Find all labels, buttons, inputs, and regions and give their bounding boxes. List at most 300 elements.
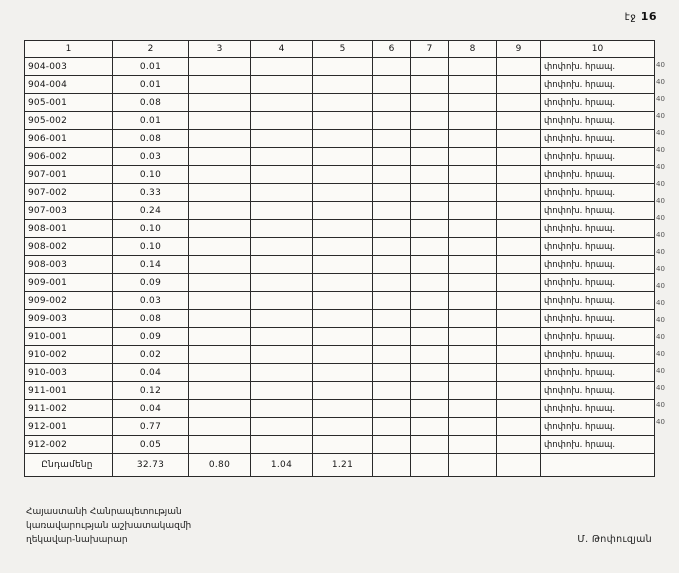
- data-table: [24, 40, 655, 477]
- row-col-9: [497, 130, 541, 148]
- row-col-9: [497, 166, 541, 184]
- margin-note: 40: [656, 282, 665, 290]
- row-note: փոփոխ. հրապ.: [541, 184, 655, 202]
- row-col-2: 0.01: [113, 58, 189, 76]
- row-col-8: [449, 58, 497, 76]
- row-col-3: [189, 418, 251, 436]
- row-col-8: [449, 256, 497, 274]
- row-col-2: 0.01: [113, 76, 189, 94]
- table-row: [25, 310, 655, 328]
- table-row: [25, 400, 655, 418]
- row-col-4: [251, 418, 313, 436]
- row-col-5: [313, 58, 373, 76]
- row-col-9: [497, 400, 541, 418]
- row-col-4: [251, 112, 313, 130]
- row-col-4: [251, 202, 313, 220]
- row-code: 907-002: [25, 184, 113, 202]
- table-row: [25, 292, 655, 310]
- margin-note: 40: [656, 95, 665, 103]
- row-col-8: [449, 112, 497, 130]
- row-note: փոփոխ. հրապ.: [541, 364, 655, 382]
- row-col-8: [449, 166, 497, 184]
- margin-note: 40: [656, 248, 665, 256]
- row-col-4: [251, 184, 313, 202]
- column-header-7: 7: [411, 41, 449, 58]
- margin-note: 40: [656, 418, 665, 426]
- row-code: 906-001: [25, 130, 113, 148]
- row-col-2: 0.10: [113, 220, 189, 238]
- table-row: [25, 346, 655, 364]
- margin-note: 40: [656, 112, 665, 120]
- row-col-3: [189, 382, 251, 400]
- column-header-3: 3: [189, 41, 251, 58]
- column-header-10: 10: [541, 41, 655, 58]
- table-row: [25, 418, 655, 436]
- row-col-9: [497, 364, 541, 382]
- row-col-4: [251, 310, 313, 328]
- column-header-4: 4: [251, 41, 313, 58]
- margin-note: 40: [656, 265, 665, 273]
- row-col-4: [251, 94, 313, 112]
- table-row: [25, 238, 655, 256]
- row-col-2: 0.08: [113, 130, 189, 148]
- row-code: 906-002: [25, 148, 113, 166]
- margin-note: 40: [656, 180, 665, 188]
- row-note: փոփոխ. հրապ.: [541, 130, 655, 148]
- margin-note: 40: [656, 214, 665, 222]
- row-col-7: [411, 76, 449, 94]
- row-code: 909-003: [25, 310, 113, 328]
- column-header-6: 6: [373, 41, 411, 58]
- row-col-5: [313, 184, 373, 202]
- row-col-6: [373, 130, 411, 148]
- margin-note: 40: [656, 163, 665, 171]
- row-col-6: [373, 274, 411, 292]
- row-col-6: [373, 94, 411, 112]
- row-col-5: [313, 382, 373, 400]
- row-col-8: [449, 346, 497, 364]
- row-col-8: [449, 382, 497, 400]
- row-note: փոփոխ. հրապ.: [541, 328, 655, 346]
- table-row: [25, 94, 655, 112]
- margin-note: 40: [656, 401, 665, 409]
- row-col-4: [251, 400, 313, 418]
- row-col-7: [411, 184, 449, 202]
- row-col-5: [313, 400, 373, 418]
- row-note: փոփոխ. հրապ.: [541, 310, 655, 328]
- row-col-3: [189, 130, 251, 148]
- margin-note: 40: [656, 316, 665, 324]
- column-header-1: 1: [25, 41, 113, 58]
- row-col-8: [449, 364, 497, 382]
- row-note: փոփոխ. հրապ.: [541, 292, 655, 310]
- row-col-8: [449, 238, 497, 256]
- row-col-3: [189, 256, 251, 274]
- row-col-8: [449, 184, 497, 202]
- data-table-container: [24, 40, 654, 477]
- row-col-7: [411, 418, 449, 436]
- total-col-2: 32.73: [113, 454, 189, 477]
- table-row: [25, 364, 655, 382]
- row-col-9: [497, 112, 541, 130]
- row-col-5: [313, 310, 373, 328]
- row-note: փոփոխ. հրապ.: [541, 256, 655, 274]
- row-col-6: [373, 166, 411, 184]
- row-col-8: [449, 148, 497, 166]
- table-row: [25, 130, 655, 148]
- row-col-5: [313, 436, 373, 454]
- margin-note: 40: [656, 350, 665, 358]
- row-code: 904-004: [25, 76, 113, 94]
- row-col-8: [449, 328, 497, 346]
- row-col-2: 0.14: [113, 256, 189, 274]
- total-col-5: 1.21: [313, 454, 373, 477]
- row-col-3: [189, 238, 251, 256]
- row-col-4: [251, 256, 313, 274]
- total-col-7: [411, 454, 449, 477]
- row-col-7: [411, 166, 449, 184]
- row-col-9: [497, 292, 541, 310]
- row-code: 907-001: [25, 166, 113, 184]
- row-col-3: [189, 94, 251, 112]
- row-col-2: 0.24: [113, 202, 189, 220]
- table-row: [25, 58, 655, 76]
- row-code: 909-001: [25, 274, 113, 292]
- row-col-5: [313, 166, 373, 184]
- row-col-7: [411, 256, 449, 274]
- row-col-3: [189, 310, 251, 328]
- row-col-7: [411, 130, 449, 148]
- row-col-2: 0.04: [113, 400, 189, 418]
- row-col-7: [411, 220, 449, 238]
- row-col-5: [313, 238, 373, 256]
- margin-note: 40: [656, 384, 665, 392]
- row-col-2: 0.08: [113, 94, 189, 112]
- row-col-3: [189, 112, 251, 130]
- row-col-9: [497, 274, 541, 292]
- row-col-2: 0.04: [113, 364, 189, 382]
- table-row: [25, 220, 655, 238]
- row-note: փոփոխ. հրապ.: [541, 94, 655, 112]
- row-col-7: [411, 202, 449, 220]
- row-col-2: 0.09: [113, 328, 189, 346]
- margin-note: 40: [656, 299, 665, 307]
- margin-note: 40: [656, 367, 665, 375]
- row-code: 910-001: [25, 328, 113, 346]
- row-note: փոփոխ. հրապ.: [541, 436, 655, 454]
- row-col-7: [411, 382, 449, 400]
- row-col-8: [449, 274, 497, 292]
- row-col-6: [373, 202, 411, 220]
- row-note: փոփոխ. հրապ.: [541, 400, 655, 418]
- row-code: 909-002: [25, 292, 113, 310]
- row-note: փոփոխ. հրապ.: [541, 220, 655, 238]
- row-col-9: [497, 418, 541, 436]
- row-col-8: [449, 220, 497, 238]
- row-col-7: [411, 94, 449, 112]
- row-col-9: [497, 94, 541, 112]
- row-col-3: [189, 436, 251, 454]
- margin-note: 40: [656, 333, 665, 341]
- row-col-5: [313, 328, 373, 346]
- row-col-7: [411, 58, 449, 76]
- row-col-6: [373, 256, 411, 274]
- row-col-6: [373, 436, 411, 454]
- row-col-5: [313, 418, 373, 436]
- row-col-9: [497, 202, 541, 220]
- row-col-7: [411, 274, 449, 292]
- row-col-2: 0.33: [113, 184, 189, 202]
- row-code: 907-003: [25, 202, 113, 220]
- row-col-3: [189, 220, 251, 238]
- row-code: 908-003: [25, 256, 113, 274]
- row-col-6: [373, 310, 411, 328]
- row-col-2: 0.10: [113, 238, 189, 256]
- row-col-7: [411, 310, 449, 328]
- row-col-9: [497, 328, 541, 346]
- column-header-5: 5: [313, 41, 373, 58]
- row-col-5: [313, 76, 373, 94]
- row-col-4: [251, 292, 313, 310]
- row-col-9: [497, 382, 541, 400]
- row-col-7: [411, 400, 449, 418]
- total-col-8: [449, 454, 497, 477]
- row-col-4: [251, 238, 313, 256]
- margin-annotations: [656, 40, 678, 430]
- row-col-8: [449, 202, 497, 220]
- row-col-9: [497, 256, 541, 274]
- row-col-4: [251, 364, 313, 382]
- row-col-6: [373, 364, 411, 382]
- margin-note: 40: [656, 197, 665, 205]
- row-col-8: [449, 94, 497, 112]
- row-col-7: [411, 346, 449, 364]
- row-col-6: [373, 148, 411, 166]
- column-header-2: 2: [113, 41, 189, 58]
- row-col-5: [313, 112, 373, 130]
- row-col-4: [251, 346, 313, 364]
- row-code: 910-002: [25, 346, 113, 364]
- row-col-6: [373, 292, 411, 310]
- row-col-2: 0.09: [113, 274, 189, 292]
- row-code: 908-001: [25, 220, 113, 238]
- total-col-6: [373, 454, 411, 477]
- row-note: փոփոխ. հրապ.: [541, 202, 655, 220]
- row-col-7: [411, 112, 449, 130]
- total-label: Ընդամենը: [25, 454, 113, 477]
- row-col-3: [189, 184, 251, 202]
- row-col-2: 0.01: [113, 112, 189, 130]
- row-col-9: [497, 76, 541, 94]
- footer-line-3: ղեկավար-նախարար: [26, 535, 128, 545]
- row-col-5: [313, 130, 373, 148]
- row-note: փոփոխ. հրապ.: [541, 274, 655, 292]
- row-note: փոփոխ. հրապ.: [541, 382, 655, 400]
- row-col-4: [251, 274, 313, 292]
- row-col-3: [189, 400, 251, 418]
- row-col-3: [189, 292, 251, 310]
- row-col-2: 0.02: [113, 346, 189, 364]
- total-col-9: [497, 454, 541, 477]
- table-row: [25, 256, 655, 274]
- row-col-2: 0.03: [113, 148, 189, 166]
- table-row: [25, 166, 655, 184]
- row-col-2: 0.08: [113, 310, 189, 328]
- margin-spacer: [656, 40, 678, 56]
- row-col-3: [189, 148, 251, 166]
- table-total-row: [25, 454, 655, 477]
- row-code: 904-003: [25, 58, 113, 76]
- row-col-4: [251, 148, 313, 166]
- row-col-2: 0.77: [113, 418, 189, 436]
- row-col-5: [313, 346, 373, 364]
- row-col-5: [313, 220, 373, 238]
- row-col-8: [449, 76, 497, 94]
- row-col-3: [189, 274, 251, 292]
- margin-note: 40: [656, 61, 665, 69]
- page-number: [625, 10, 657, 23]
- page-number-label: էջ: [624, 12, 637, 23]
- row-col-7: [411, 364, 449, 382]
- row-col-4: [251, 130, 313, 148]
- row-code: 911-001: [25, 382, 113, 400]
- table-row: [25, 436, 655, 454]
- row-col-2: 0.12: [113, 382, 189, 400]
- row-col-9: [497, 58, 541, 76]
- column-header-8: 8: [449, 41, 497, 58]
- table-row: [25, 328, 655, 346]
- row-col-5: [313, 364, 373, 382]
- row-col-3: [189, 346, 251, 364]
- row-col-5: [313, 274, 373, 292]
- row-col-9: [497, 436, 541, 454]
- total-col-4: 1.04: [251, 454, 313, 477]
- row-col-6: [373, 418, 411, 436]
- row-col-2: 0.05: [113, 436, 189, 454]
- row-col-5: [313, 94, 373, 112]
- row-col-6: [373, 76, 411, 94]
- footer-signature: Մ. Թոփուզյան: [577, 534, 652, 545]
- row-code: 912-001: [25, 418, 113, 436]
- row-col-6: [373, 382, 411, 400]
- row-col-2: 0.03: [113, 292, 189, 310]
- row-col-8: [449, 130, 497, 148]
- row-code: 911-002: [25, 400, 113, 418]
- row-col-9: [497, 184, 541, 202]
- row-note: փոփոխ. հրապ.: [541, 112, 655, 130]
- row-col-9: [497, 238, 541, 256]
- row-col-8: [449, 310, 497, 328]
- row-note: փոփոխ. հրապ.: [541, 166, 655, 184]
- row-code: 912-002: [25, 436, 113, 454]
- row-col-8: [449, 400, 497, 418]
- row-col-8: [449, 292, 497, 310]
- row-col-4: [251, 58, 313, 76]
- footer-line-1: Հայաստանի Հանրապետության: [26, 507, 182, 517]
- row-col-6: [373, 328, 411, 346]
- row-col-9: [497, 310, 541, 328]
- row-col-6: [373, 112, 411, 130]
- row-code: 905-002: [25, 112, 113, 130]
- row-col-3: [189, 328, 251, 346]
- row-col-7: [411, 238, 449, 256]
- row-note: փոփոխ. հրապ.: [541, 418, 655, 436]
- row-col-6: [373, 58, 411, 76]
- row-col-5: [313, 292, 373, 310]
- row-note: փոփոխ. հրապ.: [541, 238, 655, 256]
- table-row: [25, 112, 655, 130]
- table-row: [25, 76, 655, 94]
- footer-authority-block: [26, 505, 191, 547]
- row-col-4: [251, 328, 313, 346]
- row-code: 905-001: [25, 94, 113, 112]
- row-col-9: [497, 220, 541, 238]
- table-row: [25, 184, 655, 202]
- margin-note: 40: [656, 78, 665, 86]
- column-header-9: 9: [497, 41, 541, 58]
- row-col-3: [189, 202, 251, 220]
- row-col-4: [251, 382, 313, 400]
- margin-note: 40: [656, 146, 665, 154]
- row-col-6: [373, 184, 411, 202]
- total-col-10: [541, 454, 655, 477]
- row-col-3: [189, 58, 251, 76]
- row-code: 910-003: [25, 364, 113, 382]
- margin-note: 40: [656, 231, 665, 239]
- row-col-2: 0.10: [113, 166, 189, 184]
- row-col-6: [373, 346, 411, 364]
- row-col-3: [189, 364, 251, 382]
- row-col-7: [411, 148, 449, 166]
- row-note: փոփոխ. հրապ.: [541, 346, 655, 364]
- row-col-4: [251, 76, 313, 94]
- page-number-value: 16: [640, 10, 657, 23]
- row-col-3: [189, 166, 251, 184]
- document-footer: [26, 505, 652, 547]
- row-col-5: [313, 202, 373, 220]
- table-row: [25, 148, 655, 166]
- row-col-6: [373, 238, 411, 256]
- row-col-4: [251, 436, 313, 454]
- row-col-7: [411, 292, 449, 310]
- table-body: [25, 58, 655, 454]
- row-code: 908-002: [25, 238, 113, 256]
- row-col-8: [449, 418, 497, 436]
- footer-line-2: կառավարության աշխատակազմի: [26, 521, 192, 531]
- row-col-7: [411, 328, 449, 346]
- row-note: փոփոխ. հրապ.: [541, 58, 655, 76]
- row-col-5: [313, 256, 373, 274]
- total-col-3: 0.80: [189, 454, 251, 477]
- row-col-4: [251, 220, 313, 238]
- row-col-9: [497, 148, 541, 166]
- row-col-9: [497, 346, 541, 364]
- margin-note: 40: [656, 129, 665, 137]
- row-note: փոփոխ. հրապ.: [541, 148, 655, 166]
- row-col-7: [411, 436, 449, 454]
- row-note: փոփոխ. հրապ.: [541, 76, 655, 94]
- table-row: [25, 202, 655, 220]
- table-row: [25, 274, 655, 292]
- row-col-6: [373, 400, 411, 418]
- row-col-3: [189, 76, 251, 94]
- row-col-4: [251, 166, 313, 184]
- table-row: [25, 382, 655, 400]
- table-header-row: [25, 41, 655, 58]
- row-col-5: [313, 148, 373, 166]
- row-col-6: [373, 220, 411, 238]
- row-col-8: [449, 436, 497, 454]
